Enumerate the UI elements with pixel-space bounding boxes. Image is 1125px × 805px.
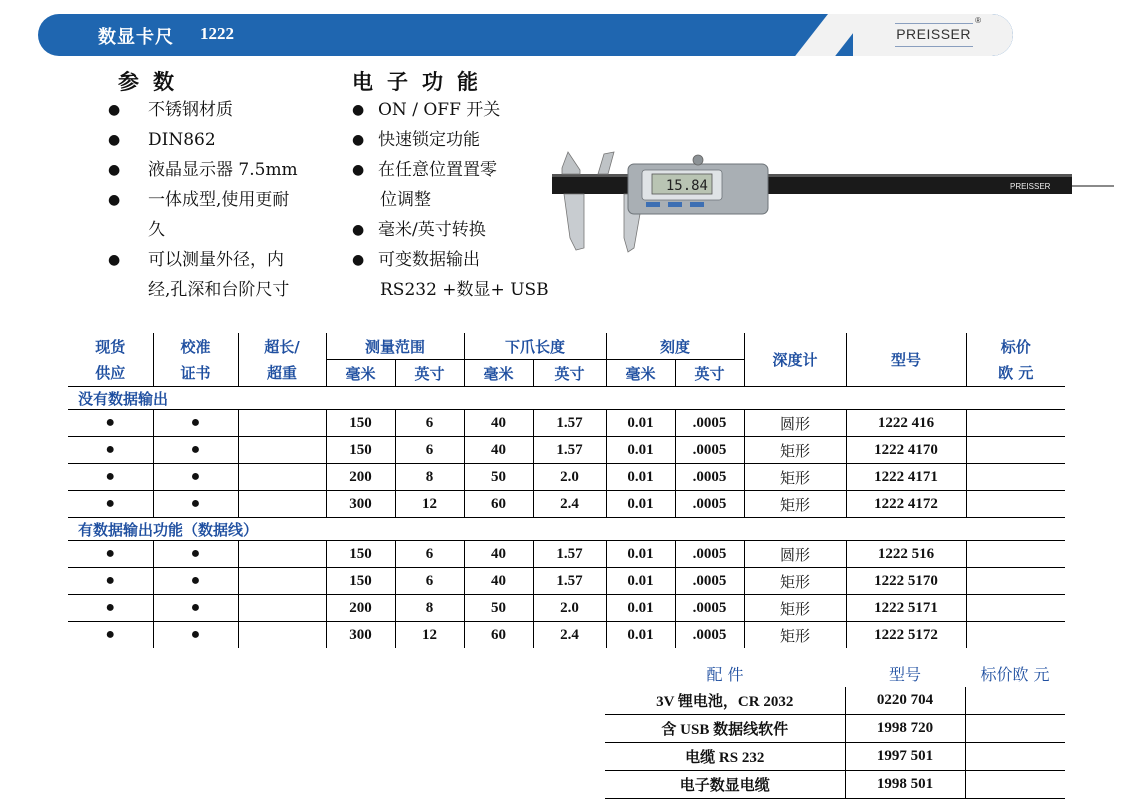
cell-depth: 矩形 — [744, 622, 846, 649]
accessory-row — [605, 771, 1065, 799]
cell-over — [238, 568, 326, 595]
group-label: 没有数据输出 — [68, 387, 1065, 410]
cell-over — [238, 541, 326, 568]
logo-line-bottom — [895, 46, 973, 47]
cell-range-in: 12 — [395, 622, 464, 649]
functions-item — [352, 245, 549, 275]
group-label: 有数据输出功能（数据线） — [68, 518, 1065, 541]
cell-depth: 圆形 — [744, 541, 846, 568]
cell-cert: ● — [153, 437, 238, 464]
functions-item — [352, 95, 549, 125]
functions-item-continuation: RS232 +数显+ USB — [380, 280, 549, 300]
cell-jaw-in: 1.57 — [533, 437, 606, 464]
cell-cert: ● — [153, 410, 238, 437]
header-stock: 现货 — [68, 333, 153, 360]
specs-item-text: DIN862 — [148, 130, 216, 150]
cell-res-in: .0005 — [675, 464, 744, 491]
cell-res-mm: 0.01 — [606, 622, 675, 649]
specs-item-text: 可以测量外径，内 — [148, 250, 284, 270]
cell-range-in: 8 — [395, 595, 464, 622]
cell-depth: 矩形 — [744, 595, 846, 622]
functions-item-text: 毫米/英寸转换 — [378, 220, 486, 240]
cell-cert: ● — [153, 595, 238, 622]
cell-model: 1222 5170 — [846, 568, 966, 595]
cell-stock: ● — [68, 437, 153, 464]
cell-range-mm: 200 — [326, 464, 395, 491]
header-range: 测量范围 — [326, 333, 464, 360]
table-group-row — [68, 518, 1065, 541]
header-price: 标价 — [1000, 337, 1031, 356]
header-res-in: 英寸 — [675, 360, 744, 387]
table-row — [68, 437, 1065, 464]
specs-item-text: 不锈钢材质 — [148, 100, 233, 120]
cell-jaw-mm: 50 — [464, 595, 533, 622]
header-range-mm: 毫米 — [326, 360, 395, 387]
bullet-icon: ● — [108, 162, 121, 178]
cell-stock: ● — [68, 491, 153, 518]
bullet-icon: ● — [352, 132, 365, 148]
specs-item — [108, 95, 298, 125]
caliper-brand: PREISSER — [1010, 182, 1051, 191]
bullet-icon: ● — [352, 162, 365, 178]
table-row — [68, 568, 1065, 595]
acc-header-model: 型号 — [888, 665, 921, 684]
header-cert-2: 证书 — [153, 360, 238, 387]
lock-screw — [693, 155, 703, 165]
cell-depth: 矩形 — [744, 437, 846, 464]
functions-item-continuation: 位调整 — [380, 190, 431, 210]
cell-res-mm: 0.01 — [606, 464, 675, 491]
cell-res-in: .0005 — [675, 437, 744, 464]
functions-item-text: ON / OFF 开关 — [378, 100, 501, 120]
caliper-image — [548, 148, 1114, 256]
cell-price — [966, 568, 1065, 595]
cell-jaw-mm: 60 — [464, 491, 533, 518]
bullet-icon: ● — [352, 252, 365, 268]
lcd-reading: 15.84 — [665, 178, 708, 194]
cell-price — [966, 622, 1065, 649]
cell-over — [238, 491, 326, 518]
cell-model: 1222 4172 — [846, 491, 966, 518]
specs-item-continuation: 经,孔深和台阶尺寸 — [148, 280, 290, 300]
specs-item-text: 液晶显示器 7.5mm — [148, 160, 298, 180]
bullet-icon: ● — [108, 192, 121, 208]
header-res-mm: 毫米 — [606, 360, 675, 387]
acc-header-price: 标价欧 元 — [980, 665, 1050, 684]
cell-price — [966, 491, 1065, 518]
functions-list — [352, 95, 549, 305]
table-row — [68, 491, 1065, 518]
header-banner — [38, 14, 1013, 56]
cell-jaw-in: 2.4 — [533, 622, 606, 649]
cell-model: 1222 5171 — [846, 595, 966, 622]
cell-stock: ● — [68, 622, 153, 649]
accessory-row — [605, 743, 1065, 771]
cell-stock: ● — [68, 568, 153, 595]
header-jaw-in: 英寸 — [533, 360, 606, 387]
cell-res-mm: 0.01 — [606, 541, 675, 568]
cell-over — [238, 595, 326, 622]
cell-over — [238, 464, 326, 491]
cell-range-mm: 150 — [326, 568, 395, 595]
logo-line-top — [895, 23, 973, 24]
bullet-icon: ● — [352, 102, 365, 118]
cell-cert: ● — [153, 541, 238, 568]
functions-item — [352, 155, 549, 185]
registered-mark: ® — [975, 16, 981, 25]
accessory-model: 1998 501 — [845, 771, 965, 799]
functions-item — [352, 215, 549, 245]
header-model: 型号 — [846, 333, 966, 387]
cell-res-in: .0005 — [675, 541, 744, 568]
header-price-unit: 欧 元 — [998, 364, 1034, 383]
cell-stock: ● — [68, 541, 153, 568]
cell-res-mm: 0.01 — [606, 437, 675, 464]
cell-price — [966, 595, 1065, 622]
cell-jaw-in: 2.0 — [533, 595, 606, 622]
cell-res-in: .0005 — [675, 410, 744, 437]
cell-res-mm: 0.01 — [606, 595, 675, 622]
brand-logo: PREISSER — [896, 26, 971, 42]
cell-model: 1222 4171 — [846, 464, 966, 491]
specs-item-continuation: 久 — [148, 220, 165, 240]
header-stock-2: 供应 — [68, 360, 153, 387]
cell-range-mm: 300 — [326, 491, 395, 518]
cell-cert: ● — [153, 622, 238, 649]
page-title: 数显卡尺 — [98, 27, 174, 48]
cell-jaw-mm: 40 — [464, 410, 533, 437]
table-row — [68, 622, 1065, 649]
header-range-in: 英寸 — [395, 360, 464, 387]
cell-depth: 矩形 — [744, 568, 846, 595]
header-depth: 深度计 — [744, 333, 846, 387]
specs-heading: 参数 — [118, 69, 188, 94]
specs-item — [108, 155, 298, 185]
accessory-price — [965, 715, 1065, 743]
cell-jaw-in: 2.0 — [533, 464, 606, 491]
accessory-model: 1997 501 — [845, 743, 965, 771]
table-group-row — [68, 387, 1065, 410]
accessory-model: 1998 720 — [845, 715, 965, 743]
acc-header-name: 配 件 — [706, 665, 744, 684]
accessory-model: 0220 704 — [845, 687, 965, 715]
cell-jaw-in: 1.57 — [533, 568, 606, 595]
cell-cert: ● — [153, 568, 238, 595]
cell-jaw-in: 2.4 — [533, 491, 606, 518]
cell-jaw-mm: 40 — [464, 437, 533, 464]
cell-depth: 圆形 — [744, 410, 846, 437]
functions-item-text: 在任意位置置零 — [378, 160, 497, 180]
accessory-name: 3V 锂电池，CR 2032 — [605, 687, 845, 715]
cell-jaw-mm: 40 — [464, 568, 533, 595]
cell-cert: ● — [153, 491, 238, 518]
logo-panel — [853, 14, 1013, 56]
cell-range-in: 6 — [395, 541, 464, 568]
accessory-row — [605, 715, 1065, 743]
cell-stock: ● — [68, 410, 153, 437]
cell-price — [966, 464, 1065, 491]
accessory-row — [605, 687, 1065, 715]
cell-jaw-mm: 40 — [464, 541, 533, 568]
bullet-icon: ● — [108, 252, 121, 268]
functions-item — [352, 125, 549, 155]
cell-res-in: .0005 — [675, 568, 744, 595]
table-row — [68, 410, 1065, 437]
cell-range-in: 12 — [395, 491, 464, 518]
cell-res-mm: 0.01 — [606, 491, 675, 518]
accessory-price — [965, 743, 1065, 771]
cell-cert: ● — [153, 464, 238, 491]
cell-range-in: 8 — [395, 464, 464, 491]
table-header-row-top — [68, 333, 1065, 360]
fixed-lower-jaw — [564, 194, 584, 250]
accessories-header-row — [605, 660, 1065, 687]
accessory-price — [965, 771, 1065, 799]
accessories-table — [605, 660, 1065, 799]
bullet-icon: ● — [352, 222, 365, 238]
cell-res-mm: 0.01 — [606, 410, 675, 437]
accessory-name: 电子数显电缆 — [605, 771, 845, 799]
cell-res-in: .0005 — [675, 595, 744, 622]
functions-item-text: 快速锁定功能 — [378, 130, 480, 150]
cell-price — [966, 541, 1065, 568]
functions-item-text: 可变数据输出 — [378, 250, 480, 270]
table-row — [68, 464, 1065, 491]
accessory-name: 电缆 RS 232 — [605, 743, 845, 771]
specs-item — [108, 125, 298, 155]
product-table — [68, 333, 1065, 648]
cell-range-in: 6 — [395, 568, 464, 595]
cell-res-in: .0005 — [675, 622, 744, 649]
cell-model: 1222 416 — [846, 410, 966, 437]
cell-range-in: 6 — [395, 437, 464, 464]
cell-range-mm: 150 — [326, 410, 395, 437]
table-row — [68, 541, 1065, 568]
cell-over — [238, 622, 326, 649]
cell-model: 1222 516 — [846, 541, 966, 568]
header-cert: 校准 — [153, 333, 238, 360]
fixed-upper-jaw — [562, 152, 580, 174]
accessory-name: 含 USB 数据线软件 — [605, 715, 845, 743]
specs-item — [108, 245, 298, 275]
cell-jaw-in: 1.57 — [533, 541, 606, 568]
header-overlength: 超长/ — [238, 333, 326, 360]
cell-price — [966, 437, 1065, 464]
cell-stock: ● — [68, 464, 153, 491]
bullet-icon: ● — [108, 132, 121, 148]
header-jaw-mm: 毫米 — [464, 360, 533, 387]
header-overlength-2: 超重 — [238, 360, 326, 387]
cell-depth: 矩形 — [744, 491, 846, 518]
cell-over — [238, 410, 326, 437]
cell-price — [966, 410, 1065, 437]
cell-res-mm: 0.01 — [606, 568, 675, 595]
header-resolution: 刻度 — [606, 333, 744, 360]
cell-range-mm: 150 — [326, 541, 395, 568]
table-row — [68, 595, 1065, 622]
cell-range-mm: 150 — [326, 437, 395, 464]
sliding-upper-jaw — [598, 152, 614, 174]
functions-heading: 电子功能 — [352, 69, 492, 94]
cell-range-in: 6 — [395, 410, 464, 437]
cell-jaw-mm: 50 — [464, 464, 533, 491]
cell-depth: 矩形 — [744, 464, 846, 491]
page-model-number: 1222 — [200, 24, 234, 43]
cell-res-in: .0005 — [675, 491, 744, 518]
accessory-price — [965, 687, 1065, 715]
cell-jaw-in: 1.57 — [533, 410, 606, 437]
bullet-icon: ● — [108, 102, 121, 118]
specs-item — [108, 185, 298, 215]
cell-model: 1222 5172 — [846, 622, 966, 649]
cell-over — [238, 437, 326, 464]
cell-range-mm: 300 — [326, 622, 395, 649]
cell-model: 1222 4170 — [846, 437, 966, 464]
cell-range-mm: 200 — [326, 595, 395, 622]
cell-jaw-mm: 60 — [464, 622, 533, 649]
header-jaw: 下爪长度 — [464, 333, 606, 360]
specs-item-text: 一体成型,使用更耐 — [148, 190, 290, 210]
cell-stock: ● — [68, 595, 153, 622]
specs-list — [108, 95, 298, 305]
